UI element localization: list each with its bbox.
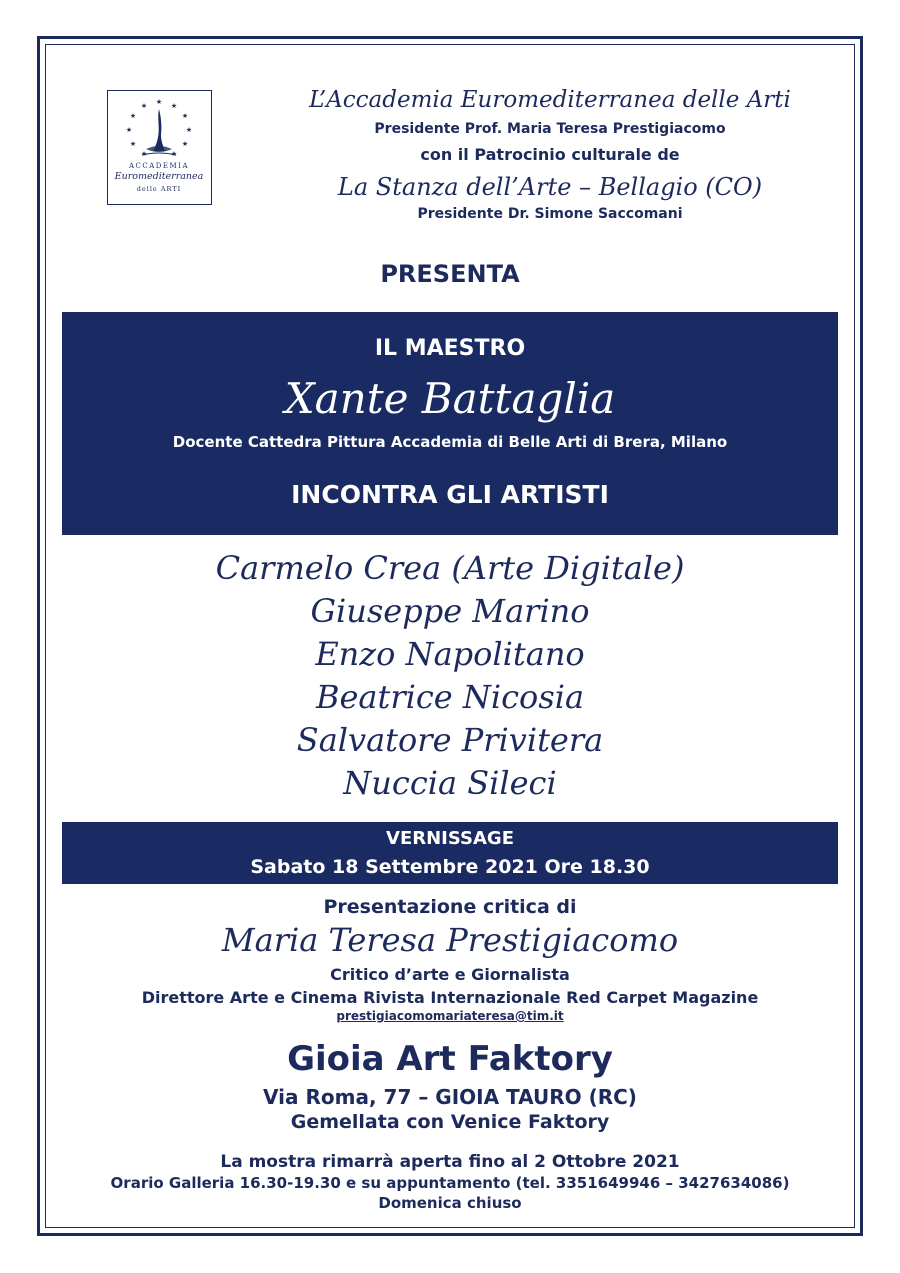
artist-name: Beatrice Nicosia — [315, 678, 585, 716]
vernissage-band-top — [62, 822, 838, 853]
svg-text:★: ★ — [185, 126, 193, 134]
vernissage-label: VERNISSAGE — [386, 828, 514, 849]
maestro-label: IL MAESTRO — [374, 336, 526, 361]
vernissage-date: Sabato 18 Settembre 2021 Ore 18.30 — [250, 856, 650, 878]
gallery-hours: Orario Galleria 16.30-19.30 e su appuntamento (tel. 3351649946 – 3427634086) — [110, 1174, 790, 1192]
svg-text:★: ★ — [125, 126, 133, 134]
academy-logo — [107, 90, 212, 205]
partner-president: Presidente Dr. Simone Saccomani — [417, 206, 683, 222]
maestro-role: Docente Cattedra Pittura Accademia di Belle Arti di Brera, Milano — [172, 433, 728, 451]
venue-twinned: Gemellata con Venice Faktory — [290, 1111, 610, 1133]
logo-text-line1: ACCADEMIA — [128, 162, 190, 170]
critic-email-link[interactable]: prestigiacomomariateresa@tim.it — [336, 1009, 564, 1023]
exhibition-open-until: La mostra rimarrà aperta fino al 2 Ottobre 2021 — [220, 1152, 680, 1172]
svg-text:★: ★ — [181, 140, 189, 148]
maestro-band — [62, 312, 838, 535]
academy-president: Presidente Prof. Maria Teresa Prestigiacomo — [374, 121, 726, 137]
svg-text:★: ★ — [129, 140, 137, 148]
venue-address: Via Roma, 77 – GIOIA TAURO (RC) — [263, 1085, 637, 1109]
svg-text:★: ★ — [140, 150, 148, 158]
svg-text:★: ★ — [129, 112, 137, 120]
presenta-heading: PRESENTA — [380, 260, 520, 288]
critic-title: Critico d’arte e Giornalista — [330, 965, 570, 984]
partner-name: La Stanza dell’Arte – Bellagio (CO) — [337, 173, 763, 201]
vernissage-band-bottom — [62, 853, 838, 884]
artist-name: Salvatore Privitera — [296, 721, 604, 759]
academy-name: L’Accademia Euromediterranea delle Arti — [309, 87, 791, 113]
svg-text:★: ★ — [170, 150, 178, 158]
logo-text-line2: Euromediterranea — [114, 171, 204, 182]
critic-name: Maria Teresa Prestigiacomo — [221, 921, 679, 959]
logo-text-line3: delle ARTI — [136, 185, 182, 193]
svg-text:★: ★ — [155, 98, 163, 106]
artist-name: Nuccia Sileci — [343, 764, 557, 802]
svg-text:★: ★ — [140, 102, 148, 110]
critic-role: Direttore Arte e Cinema Rivista Internazionale Red Carpet Magazine — [141, 988, 759, 1007]
maestro-name: Xante Battaglia — [284, 374, 616, 423]
artist-name: Giuseppe Marino — [310, 592, 590, 630]
patronage-line: con il Patrocinio culturale de — [420, 145, 680, 164]
venue-name: Gioia Art Faktory — [287, 1039, 613, 1079]
closed-day: Domenica chiuso — [378, 1194, 522, 1212]
maestro-subtitle: INCONTRA GLI ARTISTI — [291, 480, 609, 509]
artist-name: Carmelo Crea (Arte Digitale) — [215, 549, 685, 587]
artist-name: Enzo Napolitano — [315, 635, 585, 673]
svg-text:★: ★ — [170, 102, 178, 110]
critic-intro: Presentazione critica di — [323, 896, 577, 918]
svg-text:★: ★ — [181, 112, 189, 120]
